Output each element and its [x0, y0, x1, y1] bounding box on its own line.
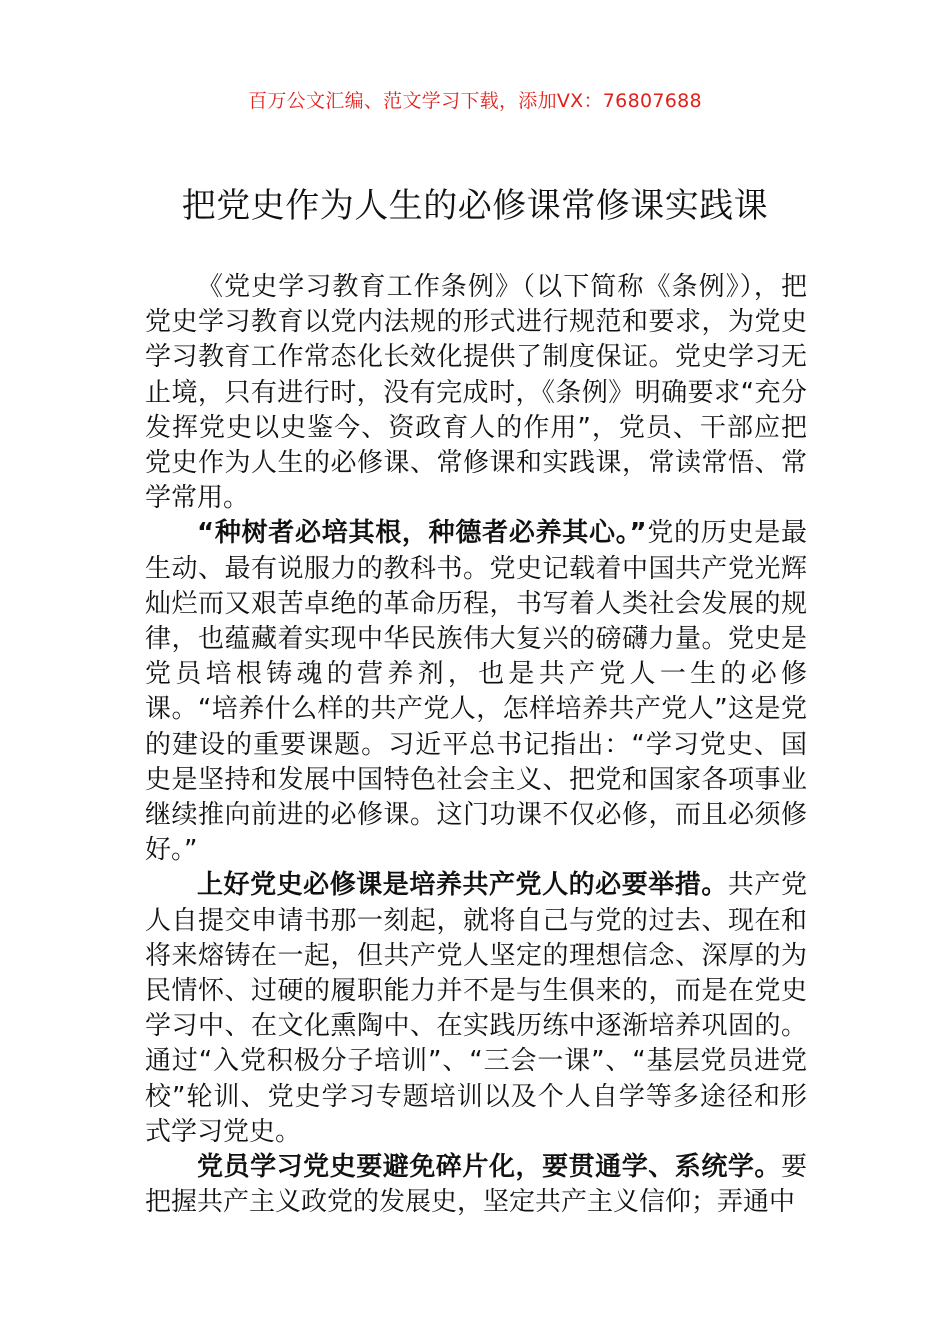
download-notice: 百万公文汇编、范文学习下载，添加VX：76807688 [248, 90, 702, 112]
paragraph [145, 516, 807, 868]
paragraph [145, 270, 807, 516]
paragraph-lead: 党员学习党史要避免碎片化，要贯通学、系统学。 [197, 1152, 781, 1183]
paragraph-text: 要把握共产主义政党的发展史，坚定共产主义信仰；弄通中 [145, 1152, 807, 1218]
document-body [145, 270, 807, 1220]
paragraph [145, 1150, 807, 1220]
paragraph-text: 《党史学习教育工作条例》（以下简称《条例》），把党史学习教育以党内法规的形式进行规范和要求，为党史学习教育工作常态化长效化提供了制度保证。党史学习无止境，只有进行时，没有完成时，《条例》明确要求“充分发挥党史以史鉴今、资政育人的作用”，党员、干部应把党史作为人生的必修课、常修课和实践课，常读常悟、常学常用。 [145, 272, 807, 514]
paragraph [145, 868, 807, 1150]
paragraph-text: 党的历史是最生动、最有说服力的教科书。党史记载着中国共产党光辉灿烂而又艰苦卓绝的革命历程，书写着人类社会发展的规律，也蕴藏着实现中华民族伟大复兴的磅礴力量。党史是党员培根铸魂的营养剂，也是共产党人一生的必修课。“培养什么样的共产党人，怎样培养共产党人”这是党的建设的重要课题。习近平总书记指出：“学习党史、国史是坚持和发展中国特色社会主义、把党和国家各项事业继续推向前进的必修课。这门功课不仅必修，而且必须修好。” [145, 518, 807, 866]
paragraph-text: 共产党人自提交申请书那一刻起，就将自己与党的过去、现在和将来熔铸在一起，但共产党人坚定的理想信念、深厚的为民情怀、过硬的履职能力并不是与生俱来的，而是在党史学习中、在文化熏陶中、在实践历练中逐渐培养巩固的。通过“入党积极分子培训”、“三会一课”、“基层党员进党校”轮训、党史学习专题培训以及个人自学等多途径和形式学习党史。 [145, 870, 807, 1147]
document-title: 把党史作为人生的必修课常修课实践课 [181, 186, 769, 226]
paragraph-lead: 上好党史必修课是培养共产党人的必要举措。 [197, 870, 728, 901]
paragraph-lead: “种树者必培其根，种德者必养其心。” [197, 518, 647, 549]
